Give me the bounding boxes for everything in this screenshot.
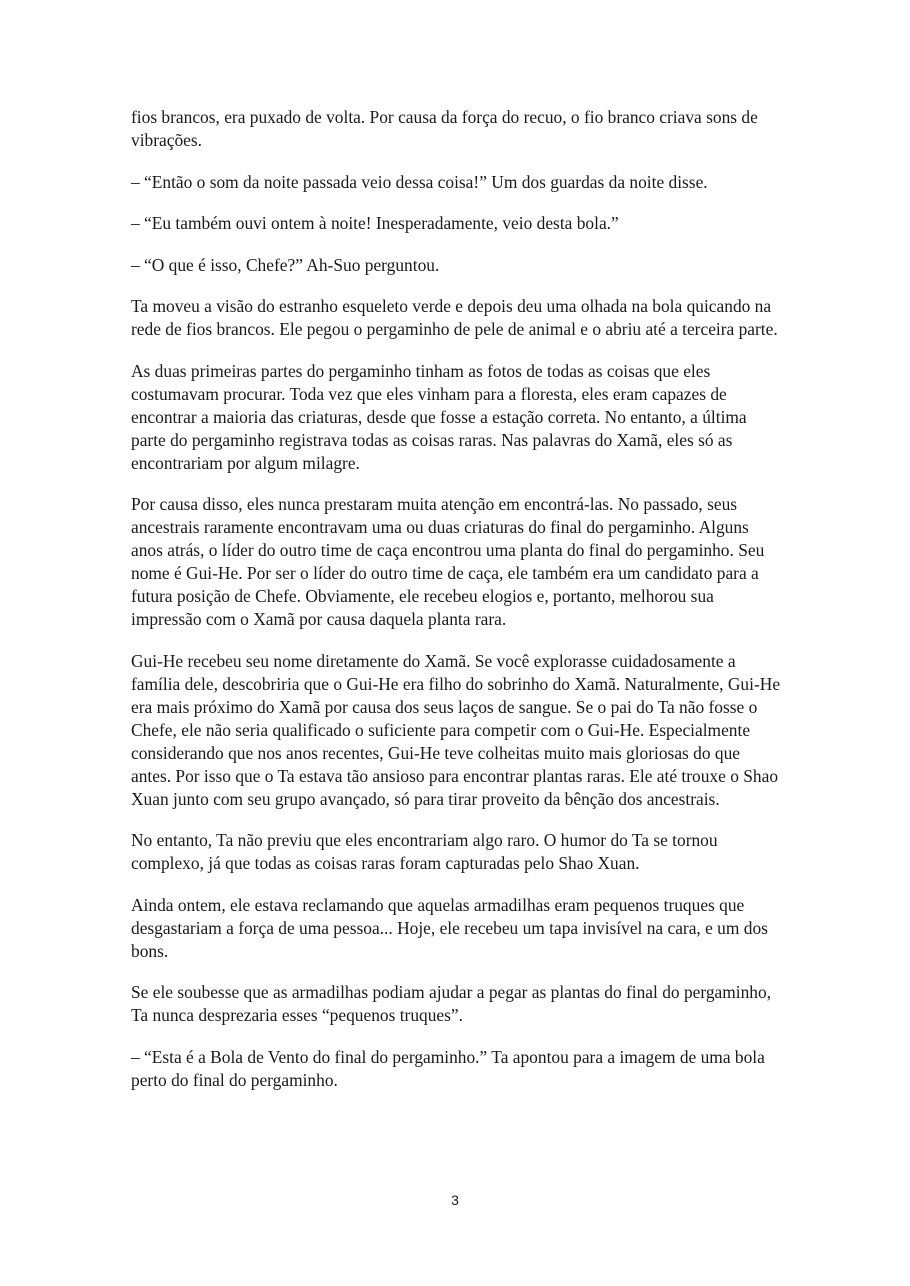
- paragraph: Ainda ontem, ele estava reclamando que aquelas armadilhas eram pequenos truques que desgastariam a força de uma pessoa... Hoje, ele recebeu um tapa invisível na cara, e um dos bons.: [131, 894, 768, 961]
- paragraph: – “Eu também ouvi ontem à noite! Inesperadamente, veio desta bola.”: [131, 213, 619, 233]
- text-body: [131, 106, 781, 1110]
- page-number: 3: [451, 1192, 459, 1208]
- paragraph: Se ele soubesse que as armadilhas podiam ajudar a pegar as plantas do final do pergaminho, Ta nunca desprezaria esses “pequenos truques”.: [131, 982, 772, 1025]
- paragraph: No entanto, Ta não previu que eles encontrariam algo raro. O humor do Ta se tornou complexo, já que todas as coisas raras foram capturadas pelo Shao Xuan.: [131, 830, 718, 873]
- paragraph: – “Então o som da noite passada veio dessa coisa!” Um dos guardas da noite disse.: [131, 171, 708, 192]
- paragraph: Ta moveu a visão do estranho esqueleto verde e depois deu uma olhada na bola quicando na rede de fios brancos. Ele pegou o pergaminho de pele de animal e o abriu até a terceira parte.: [131, 296, 778, 339]
- paragraph: As duas primeiras partes do pergaminho tinham as fotos de todas as coisas que eles costumavam procurar. Toda vez que eles vinham para a floresta, eles eram capazes de encontrar a maioria das criaturas, desde que fosse a estação correta. No entanto, a última parte do pergaminho registrava todas as coisas raras. Nas palavras do Xamã, eles só as encontrariam por algum milagre.: [131, 360, 747, 473]
- paragraph: Por causa disso, eles nunca prestaram muita atenção em encontrá-las. No passado, seus ancestrais raramente encontravam uma ou duas criaturas do final do pergaminho. Alguns anos atrás, o líder do outro time de caça encontrou uma planta do final do pergaminho. Seu nome é Gui-He. Por ser o líder do outro time de caça, ele também era um candidato para a futura posição de Chefe. Obviamente, ele recebeu elogios e, portanto, melhorou sua impressão com o Xamã por causa daquela planta rara.: [131, 494, 765, 629]
- paragraph: fios brancos, era puxado de volta. Por causa da força do recuo, o fio branco criava sons de vibrações.: [131, 107, 758, 150]
- paragraph: – “Esta é a Bola de Vento do final do pergaminho.” Ta apontou para a imagem de uma bola perto do final do pergaminho.: [131, 1046, 765, 1090]
- paragraph: – “O que é isso, Chefe?” Ah-Suo perguntou.: [131, 254, 440, 275]
- paragraph: Gui-He recebeu seu nome diretamente do Xamã. Se você explorasse cuidadosamente a família dele, descobriria que o Gui-He era filho do sobrinho do Xamã. Naturalmente, Gui-He era mais próximo do Xamã por causa dos seus laços de sangue. Se o pai do Ta não fosse o Chefe, ele não seria qualificado o suficiente para competir com o Gui-He. Especialmente considerando que nos anos recentes, Gui-He teve colheitas muito mais gloriosas do que antes. Por isso que o Ta estava tão ansioso para encontrar plantas raras. Ele até trouxe o Shao Xuan junto com seu grupo avançado, só para tirar proveito da bênção dos ancestrais.: [131, 650, 781, 809]
